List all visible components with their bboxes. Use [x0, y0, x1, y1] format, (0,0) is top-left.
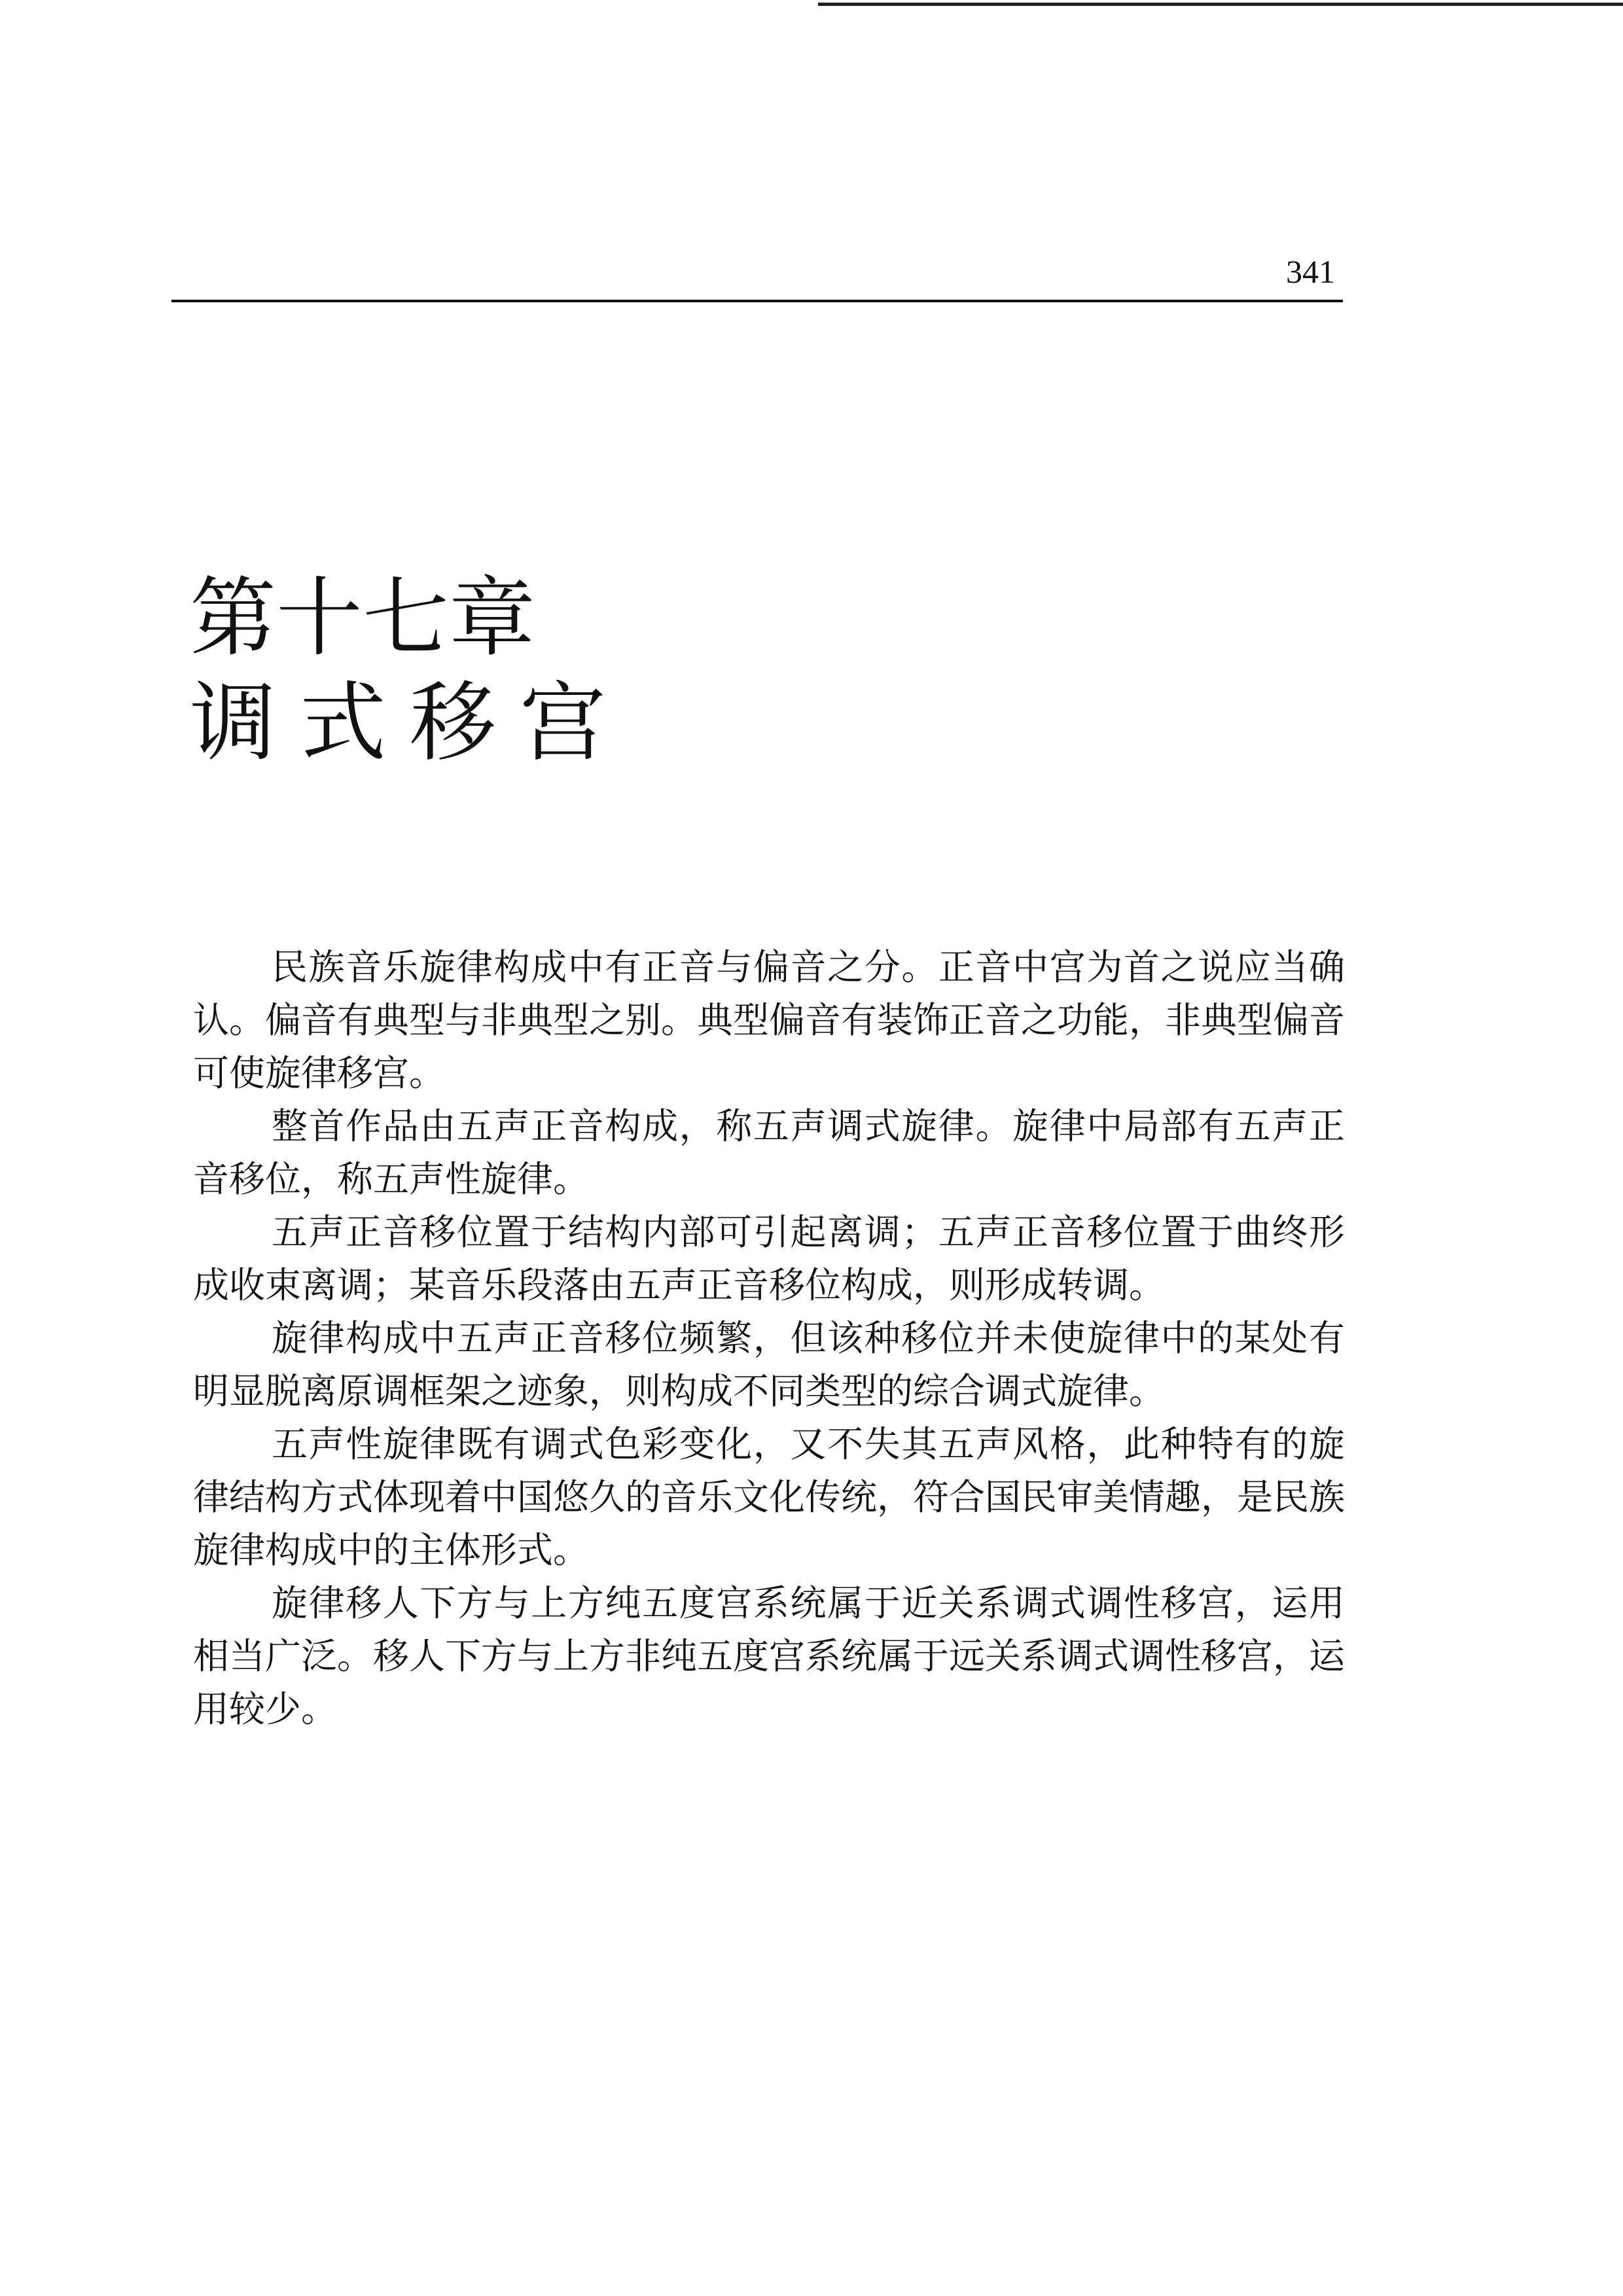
chapter-title: 调式移宫	[190, 673, 630, 773]
paragraph: 旋律构成中五声正音移位频繁，但该种移位并未使旋律中的某处有明显脱离原调框架之迹象，则构成不同类型的综合调式旋律。	[193, 1317, 1345, 1412]
header-rule	[171, 300, 1343, 302]
top-edge-rule	[818, 3, 1623, 6]
body-text	[193, 941, 1345, 1736]
paragraph: 五声性旋律既有调式色彩变化，又不失其五声风格，此种特有的旋律结构方式体现着中国悠久的音乐文化传统，符合国民审美情趣，是民族旋律构成中的主体形式。	[193, 1423, 1346, 1571]
paragraph: 整首作品由五声正音构成，称五声调式旋律。旋律中局部有五声正音移位，称五声性旋律。	[193, 1105, 1345, 1200]
page-number: 341	[1286, 253, 1335, 290]
paragraph: 旋律移人下方与上方纯五度宫系统属于近关系调式调性移宫，运用相当广泛。移人下方与上方非纯五度宫系统属于远关系调式调性移宫，运用较少。	[193, 1582, 1346, 1730]
paragraph: 民族音乐旋律构成中有正音与偏音之分。正音中宫为首之说应当确认。偏音有典型与非典型之别。典型偏音有装饰正音之功能，非典型偏音可使旋律移宫。	[193, 946, 1346, 1094]
paragraph: 五声正音移位置于结构内部可引起离调；五声正音移位置于曲终形成收束离调；某音乐段落由五声正音移位构成，则形成转调。	[193, 1211, 1345, 1306]
chapter-label: 第十七章	[190, 568, 535, 669]
